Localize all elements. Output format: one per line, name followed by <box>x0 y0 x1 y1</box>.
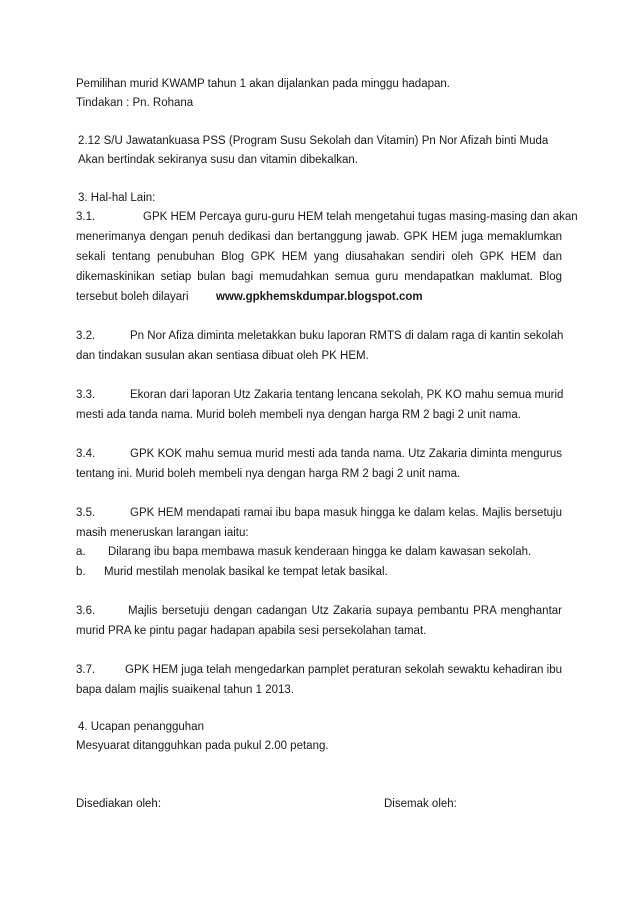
p31-line-4: dikemaskinikan setiap bulan bagi memudahkan semua guru mendapatkan maklumat. Blog <box>76 271 562 283</box>
p31-last-line: tersebut boleh dilayari <box>76 291 189 303</box>
section-4-text: Mesyuarat ditangguhkan pada pukul 2.00 petang. <box>76 740 329 752</box>
prepared-by-label: Disediakan oleh: <box>76 798 162 810</box>
p31-number: 3.1. <box>76 211 96 223</box>
intro-action-line: Tindakan : Pn. Rohana <box>76 97 194 109</box>
p34-line-1: GPK KOK mahu semua murid mesti ada tanda nama. Utz Zakaria diminta mengurus <box>130 448 562 460</box>
p37-line-1: GPK HEM juga telah mengedarkan pamplet peraturan sekolah sewaktu kehadiran ibu <box>125 664 562 676</box>
p36-line-2: murid PRA ke pintu pagar hadapan apabila sesi persekolahan tamat. <box>76 625 427 637</box>
p31-line-1: GPK HEM Percaya guru-guru HEM telah mengetahui tugas masing-masing dan akan <box>143 211 578 223</box>
p35-item-a-label: a. <box>76 546 86 558</box>
p35-line-1: GPK HEM mendapati ramai ibu bapa masuk hingga ke dalam kelas. Majlis bersetuju <box>130 507 562 519</box>
p33-line-1: Ekoran dari laporan Utz Zakaria tentang lencana sekolah, PK KO mahu semua murid <box>130 389 564 401</box>
intro-line-1: Pemilihan murid KWAMP tahun 1 akan dijalankan pada minggu hadapan. <box>76 78 450 90</box>
p33-number: 3.3. <box>76 389 96 401</box>
p35-line-2: masih meneruskan larangan iaitu: <box>76 527 249 539</box>
p32-number: 3.2. <box>76 330 96 342</box>
p35-number: 3.5. <box>76 507 96 519</box>
p34-line-2: tentang ini. Murid boleh membeli nya dengan harga RM 2 bagi 2 unit nama. <box>76 468 461 480</box>
p37-line-2: bapa dalam majlis suaikenal tahun 1 2013. <box>76 684 295 696</box>
p32-line-2: dan tindakan susulan akan sentiasa dibuat oleh PK HEM. <box>76 350 369 362</box>
p33-line-2: mesti ada tanda nama. Murid boleh membeli nya dengan harga RM 2 bagi 2 unit nama. <box>76 409 521 421</box>
p31-line-2: menerimanya dengan penuh dedikasi dan bertanggung jawab. GPK HEM juga memaklumkan <box>76 231 562 243</box>
p36-line-1: Majlis bersetuju dengan cadangan Utz Zakaria supaya pembantu PRA menghantar <box>128 605 562 617</box>
p32-line-1: Pn Nor Afiza diminta meletakkan buku laporan RMTS di dalam raga di kantin sekolah <box>130 330 564 342</box>
item-2-12-line-1: 2.12 S/U Jawatankuasa PSS (Program Susu Sekolah dan Vitamin) Pn Nor Afizah binti Muda <box>78 135 549 147</box>
blog-url: www.gpkhemskdumpar.blogspot.com <box>216 291 423 303</box>
section-4-heading: 4. Ucapan penangguhan <box>78 721 204 733</box>
p34-number: 3.4. <box>76 448 96 460</box>
p35-item-b-label: b. <box>76 566 86 578</box>
p35-item-b-text: Murid mestilah menolak basikal ke tempat letak basikal. <box>104 566 388 578</box>
p36-number: 3.6. <box>76 605 96 617</box>
p37-number: 3.7. <box>76 664 96 676</box>
p31-line-3: sekali tentang penubuhan Blog GPK HEM yang diusahakan sendiri oleh GPK HEM dan <box>76 251 562 263</box>
section-3-heading: 3. Hal-hal Lain: <box>78 192 156 204</box>
item-2-12-line-2: Akan bertindak sekiranya susu dan vitamin dibekalkan. <box>78 154 358 166</box>
checked-by-label: Disemak oleh: <box>384 798 457 810</box>
p35-item-a-text: Dilarang ibu bapa membawa masuk kenderaan hingga ke dalam kawasan sekolah. <box>108 546 532 558</box>
